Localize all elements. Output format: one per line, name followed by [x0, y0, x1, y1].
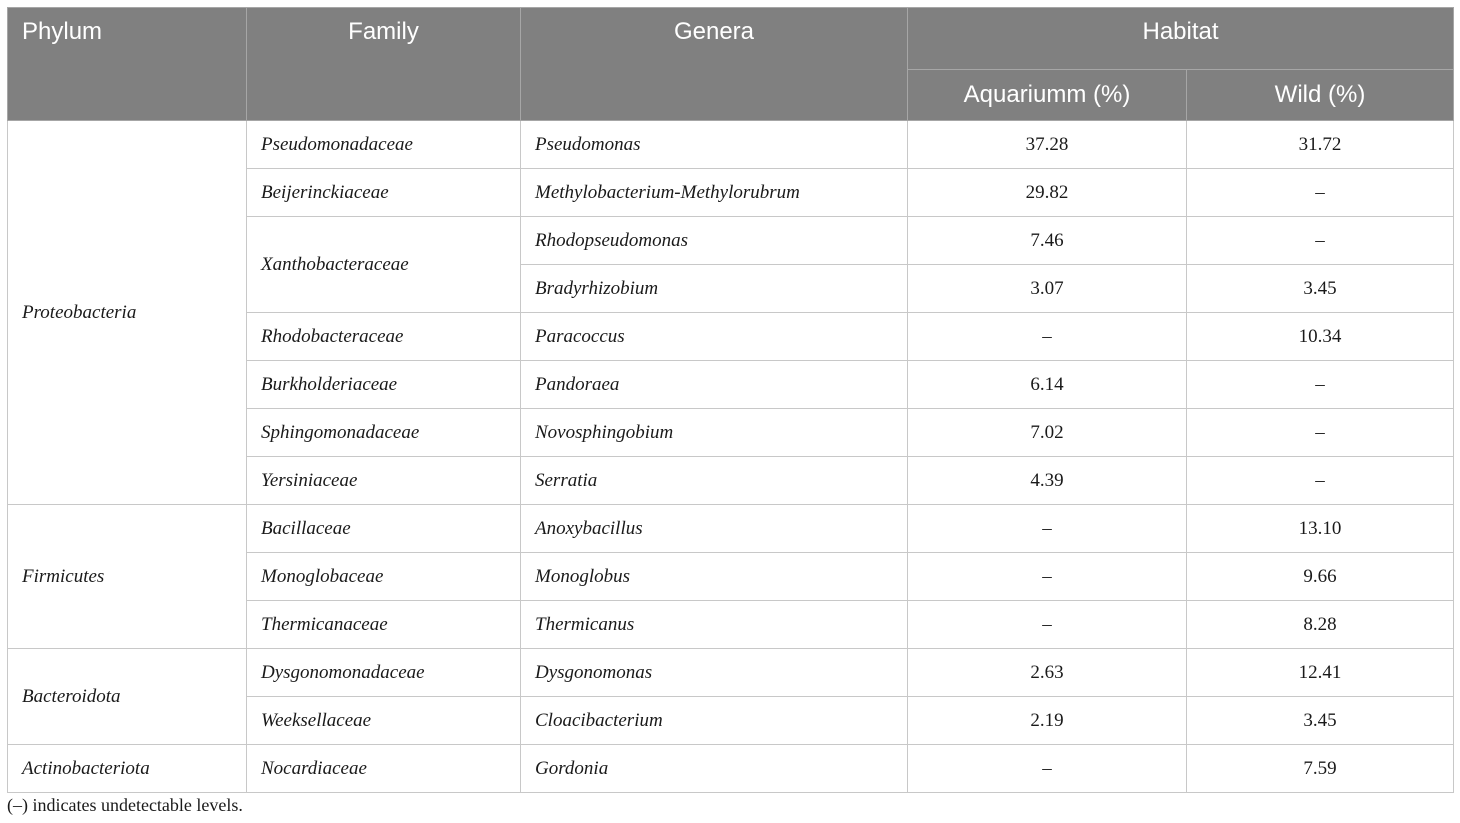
wild-value-cell: –: [1187, 457, 1454, 505]
table-footnote: (–) indicates undetectable levels.: [7, 795, 243, 815]
family-cell: Monoglobaceae: [247, 553, 521, 601]
wild-value-cell: –: [1187, 169, 1454, 217]
header-wild: Wild (%): [1187, 70, 1454, 121]
aquarium-value-cell: 2.19: [908, 697, 1187, 745]
genus-cell: Thermicanus: [521, 601, 908, 649]
header-habitat: Habitat: [908, 8, 1454, 70]
genus-cell: Gordonia: [521, 745, 908, 793]
family-cell: Pseudomonadaceae: [247, 121, 521, 169]
table-row: [8, 745, 1454, 793]
phylum-cell: Firmicutes: [8, 505, 247, 649]
aquarium-value-cell: 3.07: [908, 265, 1187, 313]
genus-cell: Novosphingobium: [521, 409, 908, 457]
genus-cell: Anoxybacillus: [521, 505, 908, 553]
aquarium-value-cell: –: [908, 553, 1187, 601]
genus-cell: Methylobacterium-Methylorubrum: [521, 169, 908, 217]
genus-cell: Rhodopseudomonas: [521, 217, 908, 265]
aquarium-value-cell: 29.82: [908, 169, 1187, 217]
family-cell: Thermicanaceae: [247, 601, 521, 649]
wild-value-cell: –: [1187, 361, 1454, 409]
genus-cell: Pseudomonas: [521, 121, 908, 169]
aquarium-value-cell: –: [908, 745, 1187, 793]
family-cell: Dysgonomonadaceae: [247, 649, 521, 697]
genus-cell: Paracoccus: [521, 313, 908, 361]
header-aquarium: Aquariumm (%): [908, 70, 1187, 121]
genus-cell: Serratia: [521, 457, 908, 505]
aquarium-value-cell: 2.63: [908, 649, 1187, 697]
aquarium-value-cell: 6.14: [908, 361, 1187, 409]
family-cell: Yersiniaceae: [247, 457, 521, 505]
genus-cell: Bradyrhizobium: [521, 265, 908, 313]
family-cell: Rhodobacteraceae: [247, 313, 521, 361]
wild-value-cell: 7.59: [1187, 745, 1454, 793]
aquarium-value-cell: 37.28: [908, 121, 1187, 169]
aquarium-value-cell: –: [908, 601, 1187, 649]
family-cell: Bacillaceae: [247, 505, 521, 553]
genera-habitat-table: [7, 7, 1454, 793]
header-genera: Genera: [521, 8, 908, 121]
family-cell: Xanthobacteraceae: [247, 217, 521, 313]
table-body: [8, 121, 1454, 793]
phylum-cell: Proteobacteria: [8, 121, 247, 505]
wild-value-cell: 3.45: [1187, 265, 1454, 313]
table-row: [8, 505, 1454, 553]
phylum-cell: Actinobacteriota: [8, 745, 247, 793]
genus-cell: Dysgonomonas: [521, 649, 908, 697]
wild-value-cell: –: [1187, 217, 1454, 265]
family-cell: Beijerinckiaceae: [247, 169, 521, 217]
family-cell: Nocardiaceae: [247, 745, 521, 793]
genus-cell: Pandoraea: [521, 361, 908, 409]
aquarium-value-cell: –: [908, 505, 1187, 553]
phylum-cell: Bacteroidota: [8, 649, 247, 745]
wild-value-cell: 10.34: [1187, 313, 1454, 361]
genus-cell: Cloacibacterium: [521, 697, 908, 745]
data-table-container: [7, 7, 1453, 793]
family-cell: Burkholderiaceae: [247, 361, 521, 409]
wild-value-cell: –: [1187, 409, 1454, 457]
family-cell: Sphingomonadaceae: [247, 409, 521, 457]
table-header: [8, 8, 1454, 121]
family-cell: Weeksellaceae: [247, 697, 521, 745]
genus-cell: Monoglobus: [521, 553, 908, 601]
header-family: Family: [247, 8, 521, 121]
table-row: [8, 649, 1454, 697]
wild-value-cell: 9.66: [1187, 553, 1454, 601]
wild-value-cell: 13.10: [1187, 505, 1454, 553]
table-row: [8, 121, 1454, 169]
wild-value-cell: 12.41: [1187, 649, 1454, 697]
wild-value-cell: 31.72: [1187, 121, 1454, 169]
wild-value-cell: 3.45: [1187, 697, 1454, 745]
aquarium-value-cell: 4.39: [908, 457, 1187, 505]
wild-value-cell: 8.28: [1187, 601, 1454, 649]
header-phylum: Phylum: [8, 8, 247, 121]
aquarium-value-cell: 7.02: [908, 409, 1187, 457]
aquarium-value-cell: 7.46: [908, 217, 1187, 265]
aquarium-value-cell: –: [908, 313, 1187, 361]
